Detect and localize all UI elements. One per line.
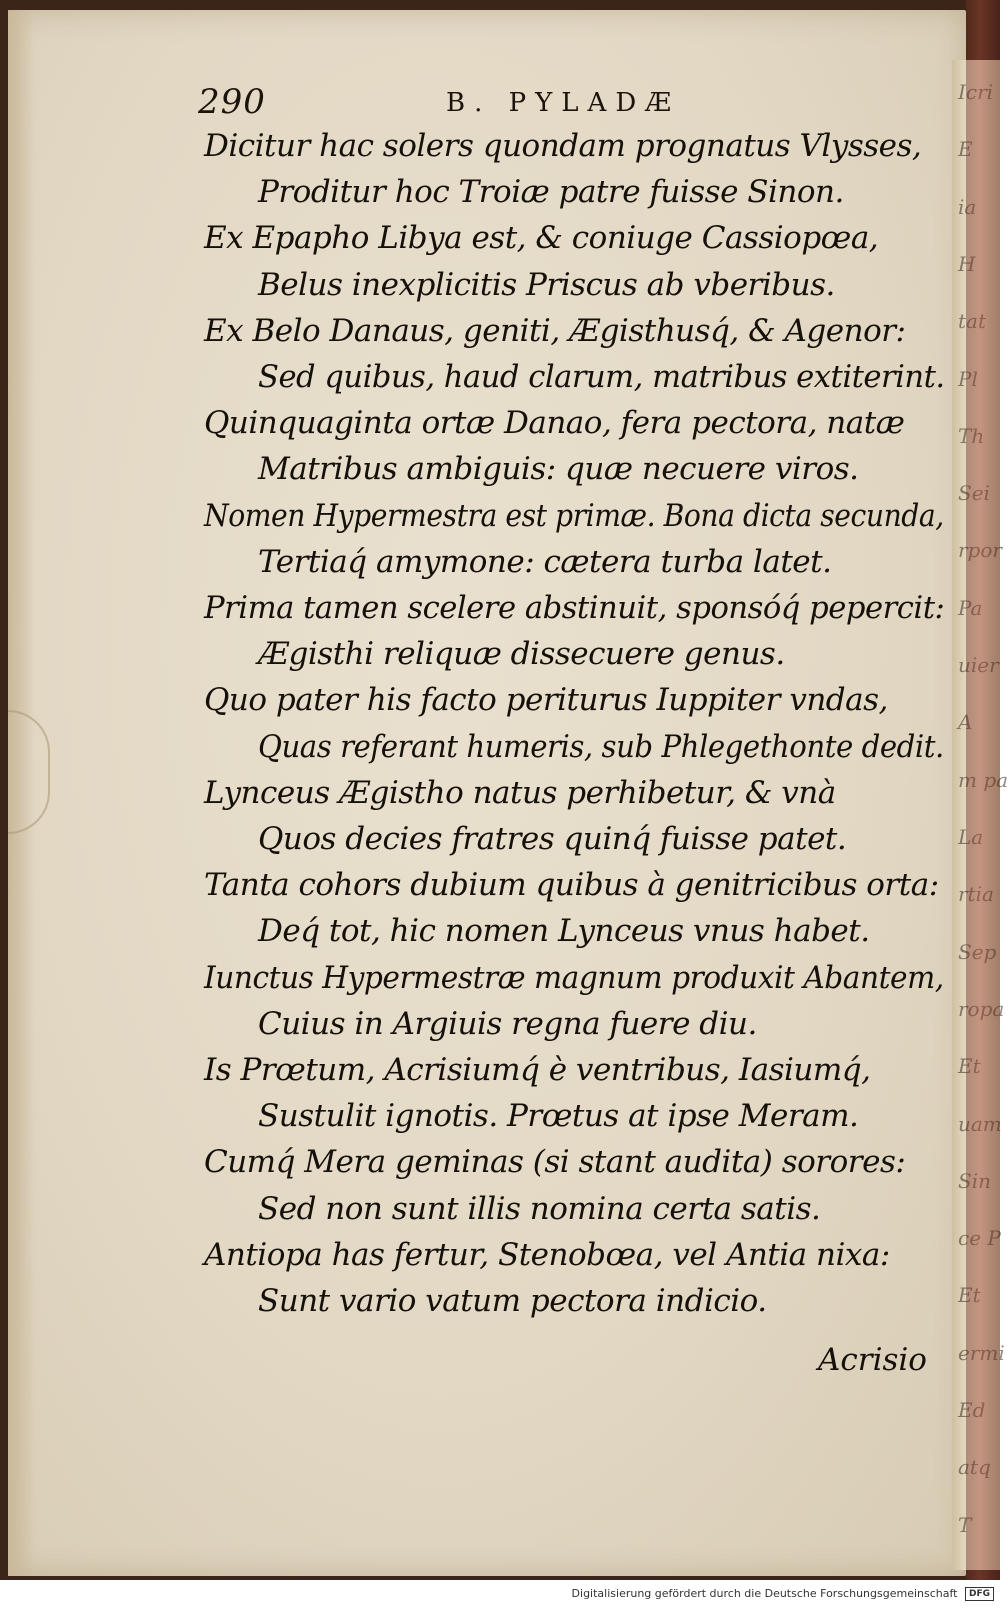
facing-page-fragment: Et bbox=[958, 1283, 981, 1308]
verse-line: Proditur hoc Troiæ patre fuisse Sinon. bbox=[258, 174, 844, 211]
verse-line: Quos decies fratres quinq́ fuisse patet. bbox=[258, 821, 847, 857]
facing-page-fragment: A bbox=[958, 710, 973, 735]
facing-page-fragment: tat bbox=[958, 309, 986, 334]
verse-line: Ægisthi reliquæ dissecuere genus. bbox=[258, 636, 785, 673]
verse-line: Ex Epapho Libya est, & coniuge Cassiopœa, bbox=[204, 220, 879, 257]
dfg-logo: DFG bbox=[965, 1587, 994, 1601]
facing-page-fragment: Ed bbox=[958, 1398, 986, 1423]
facing-page-fragment: Sep bbox=[958, 939, 997, 964]
verse-line: Sed non sunt illis nomina certa satis. bbox=[258, 1190, 821, 1227]
page-header bbox=[198, 82, 898, 122]
facing-page-fragment: Pa bbox=[958, 595, 983, 620]
verse-line: Sed quibus, haud clarum, matribus extiterint. bbox=[258, 359, 945, 395]
verse-line: Quas referant humeris, sub Phlegethonte dedit. bbox=[258, 728, 944, 765]
verse-line: Ex Belo Danaus, geniti, Ægisthusq́, & Agenor: bbox=[204, 312, 906, 349]
facing-page-fragment: La bbox=[958, 825, 984, 849]
verse-line: Cuius in Argiuis regna fuere diu. bbox=[258, 1005, 757, 1042]
clip-impression bbox=[8, 710, 50, 834]
facing-page-fragment: rpor bbox=[958, 538, 1002, 563]
verse-line: Lynceus Ægistho natus perhibetur, & vnà bbox=[204, 774, 836, 811]
verse-line: Belus inexplicitis Priscus ab vberibus. bbox=[258, 266, 835, 303]
facing-page-fragment: H bbox=[958, 251, 976, 276]
facing-page-fragment: ia bbox=[958, 194, 977, 219]
verse-line: Matribus ambiguis: quæ necuere viros. bbox=[258, 451, 859, 488]
verse-line: Quinquaginta ortæ Danao, fera pectora, natæ bbox=[204, 405, 905, 442]
facing-page-fragment: Sin bbox=[958, 1168, 991, 1193]
verse-line: Nomen Hypermestra est primæ. Bona dicta secunda, bbox=[204, 497, 944, 534]
verse-line: Dicitur hac solers quondam prognatus Vlysses, bbox=[204, 128, 922, 164]
facing-page-fragment: ermi bbox=[958, 1340, 1005, 1365]
verse-line: Sunt vario vatum pectora indicio. bbox=[258, 1283, 767, 1319]
credit-text: Digitalisierung gefördert durch die Deutsche Forschungsgemeinschaft bbox=[571, 1587, 958, 1600]
book-cover-edge bbox=[966, 0, 1000, 1580]
book-page bbox=[8, 10, 966, 1576]
facing-page-fragment: Icri bbox=[958, 80, 994, 104]
facing-page-fragment: ce P bbox=[958, 1226, 1001, 1251]
facing-page-fragment: Et bbox=[958, 1054, 981, 1079]
verse-line: Iunctus Hypermestræ magnum produxit Abantem, bbox=[204, 959, 944, 996]
running-title: B. PYLADÆ bbox=[446, 88, 681, 118]
digitization-credit bbox=[572, 1587, 994, 1601]
verse-line: Is Prœtum, Acrisiumq́ è ventribus, Iasiumq́, bbox=[204, 1052, 871, 1088]
facing-page-fragment: rtia bbox=[958, 882, 994, 907]
verse-line: Tanta cohors dubium quibus à genitricibus orta: bbox=[204, 867, 939, 904]
verse-line: Prima tamen scelere abstinuit, sponsóq́ pepercit: bbox=[204, 590, 945, 626]
facing-page-fragment: m pa bbox=[958, 767, 1008, 792]
verse-line: Deq́ tot, hic nomen Lynceus vnus habet. bbox=[258, 913, 870, 950]
verse-line: Quo pater his facto periturus Iuppiter vndas, bbox=[204, 682, 888, 719]
facing-page-fragment: Th bbox=[958, 423, 985, 448]
verse-line: Antiopa has fertur, Stenobœa, vel Antia nixa: bbox=[204, 1236, 890, 1273]
facing-page-fragment: uam bbox=[958, 1111, 1002, 1136]
page-number: 290 bbox=[198, 82, 266, 122]
verse-line: Sustulit ignotis. Prœtus at ipse Meram. bbox=[258, 1098, 859, 1135]
facing-page-fragment: Sei bbox=[958, 481, 990, 506]
facing-page-fragment: T bbox=[958, 1512, 972, 1537]
catchword: Acrisio bbox=[818, 1342, 927, 1378]
verse-line: Cumq́ Mera geminas (si stant audita) sorores: bbox=[204, 1144, 906, 1181]
facing-page-fragment: Pl bbox=[958, 366, 978, 391]
facing-page-fragment: uier bbox=[958, 653, 999, 678]
facing-page-fragment: E bbox=[958, 137, 973, 162]
facing-page-fragment: ropa bbox=[958, 996, 1005, 1021]
verse-line: Tertiaq́ amymone: cætera turba latet. bbox=[258, 543, 832, 580]
facing-page-fragment: atq bbox=[958, 1455, 991, 1480]
